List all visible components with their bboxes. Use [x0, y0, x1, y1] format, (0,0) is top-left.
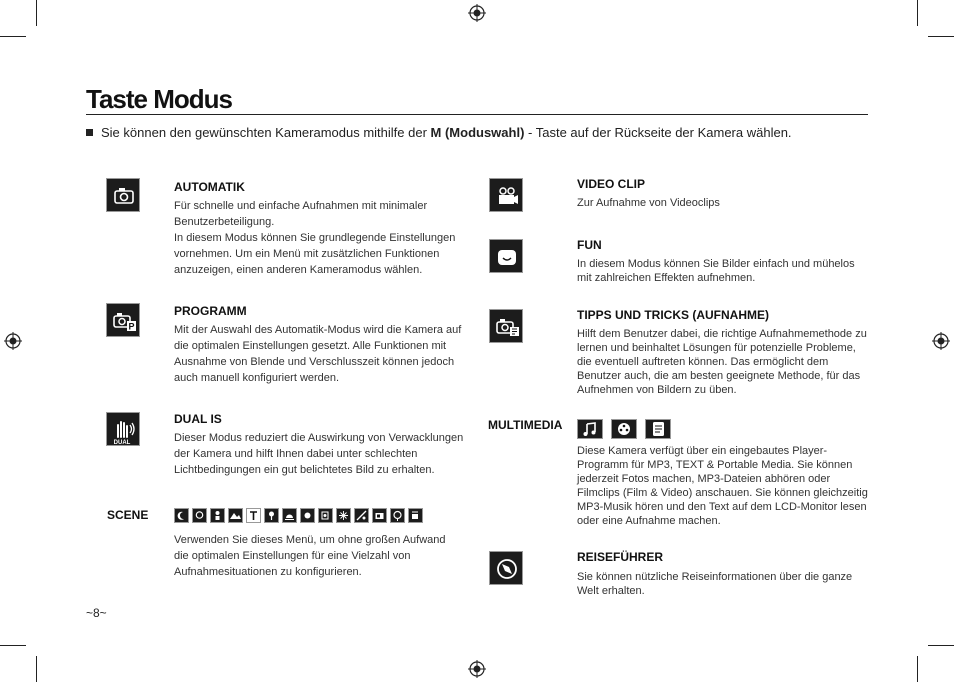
- food-icon: [390, 508, 405, 523]
- scene-label: SCENE: [107, 508, 149, 522]
- tipps-heading: TIPPS UND TRICKS (AUFNAHME): [577, 308, 769, 322]
- svg-text:DUAL: DUAL: [113, 440, 131, 446]
- dual-is-heading: DUAL IS: [174, 412, 222, 426]
- registration-mark-icon: [4, 332, 22, 350]
- crop-mark: [36, 656, 37, 682]
- beach-snow-icon: [354, 508, 369, 523]
- intro-text: Sie können den gewünschten Kameramodus mithilfe der M (Moduswahl) - Taste auf der Rückseite der Kamera wählen.: [86, 125, 792, 140]
- close-up-icon: [264, 508, 279, 523]
- crop-mark: [36, 0, 37, 26]
- night-scene-icon: [174, 508, 189, 523]
- automatik-description: Für schnelle und einfache Aufnahmen mit minimaler Benutzerbeteiligung. In diesem Modus können Sie grundlegende Einstellungen vornehmen. Um ein Menü mit zusätzlichen Funktionen anzuzeigen, einen anderen Kameramodus wählen.: [174, 200, 456, 276]
- automatik-heading: AUTOMATIK: [174, 180, 245, 194]
- self-shot-icon: [372, 508, 387, 523]
- video-clip-heading: VIDEO CLIP: [577, 177, 646, 191]
- bullet-square-icon: [86, 129, 93, 136]
- landscape-icon: [228, 508, 243, 523]
- reisefuehrer-description: Sie können nützliche Reiseinformationen über die ganze Welt erhalten.: [577, 571, 853, 597]
- programm-heading: PROGRAMM: [174, 304, 247, 318]
- movie-camera-icon: [489, 178, 523, 212]
- sunset-icon: [282, 508, 297, 523]
- cafe-icon: [408, 508, 423, 523]
- camera-program-icon: [106, 303, 140, 337]
- crop-mark: [0, 645, 26, 646]
- compass-icon: [489, 551, 523, 585]
- fireworks-icon: [336, 508, 351, 523]
- programm-description: Mit der Auswahl des Automatik-Modus wird die Kamera auf die optimalen Einstellungen gesetzt. Alle Funktionen mit Ausnahme von Blende und Verschlusszeit können jedoch auch manuell konfiguriert werden.: [174, 324, 462, 384]
- multimedia-label: MULTIMEDIA: [488, 418, 563, 432]
- text-icon: [246, 508, 261, 523]
- registration-mark-icon: [468, 4, 486, 22]
- dawn-icon: [300, 508, 315, 523]
- portrait-icon: [192, 508, 207, 523]
- multimedia-icon-row: [577, 419, 671, 439]
- video-clip-description: Zur Aufnahme von Videoclips: [577, 197, 720, 209]
- fun-heading: FUN: [577, 238, 602, 252]
- page-title: Taste Modus: [86, 84, 232, 114]
- fun-smile-icon: [489, 239, 523, 273]
- film-reel-icon: [611, 419, 637, 439]
- children-icon: [210, 508, 225, 523]
- registration-mark-icon: [468, 660, 486, 678]
- svg-text:P: P: [128, 321, 135, 332]
- crop-mark: [928, 36, 954, 37]
- multimedia-description: Diese Kamera verfügt über ein eingebautes Player- Programm für MP3, TEXT & Portable Media. Sie können jederzeit Fotos machen, MP3-Dateien abhören oder Filmclips (Film & Video) anschauen. Sie können gleichzeitig MP3-Musik hören und den Text auf dem LCD-Monitor lesen oder eine Aufnahme machen.: [577, 445, 868, 527]
- scene-description: Verwenden Sie dieses Menü, um ohne großen Aufwand die optimalen Einstellungen für eine Vielzahl von Aufnahmesituationen zu konfigurieren.: [174, 534, 446, 578]
- backlight-icon: [318, 508, 333, 523]
- dual-is-hand-icon: [106, 412, 140, 446]
- crop-mark: [917, 0, 918, 26]
- fun-description: In diesem Modus können Sie Bilder einfach und mühelos mit zahlreichen Effekten aufnehmen.: [577, 258, 855, 284]
- scene-icon-row: [174, 508, 423, 524]
- dual-is-description: Dieser Modus reduziert die Auswirkung von Verwacklungen der Kamera und hilft Ihnen dabei unter schlechten Lichtbedingungen ein gut belichtetes Bild zu erhalten.: [174, 432, 464, 476]
- page-number: ~8~: [86, 606, 107, 620]
- reisefuehrer-heading: REISEFÜHRER: [577, 550, 664, 564]
- title-rule: [86, 114, 868, 115]
- crop-mark: [917, 656, 918, 682]
- registration-mark-icon: [932, 332, 950, 350]
- camera-guide-icon: [489, 309, 523, 343]
- crop-mark: [928, 645, 954, 646]
- text-document-icon: [645, 419, 671, 439]
- music-note-icon: [577, 419, 603, 439]
- crop-mark: [0, 36, 26, 37]
- tipps-description: Hilft dem Benutzer dabei, die richtige Aufnahmemethode zu lernen und beinhaltet Lösungen für potenzielle Probleme, die eventuell auftreten können. Das ermöglicht dem Benutzer auch, die am besten geeignete Methode, für das Aufnehmen von Bildern zu üben.: [577, 328, 867, 396]
- camera-icon: [106, 178, 140, 212]
